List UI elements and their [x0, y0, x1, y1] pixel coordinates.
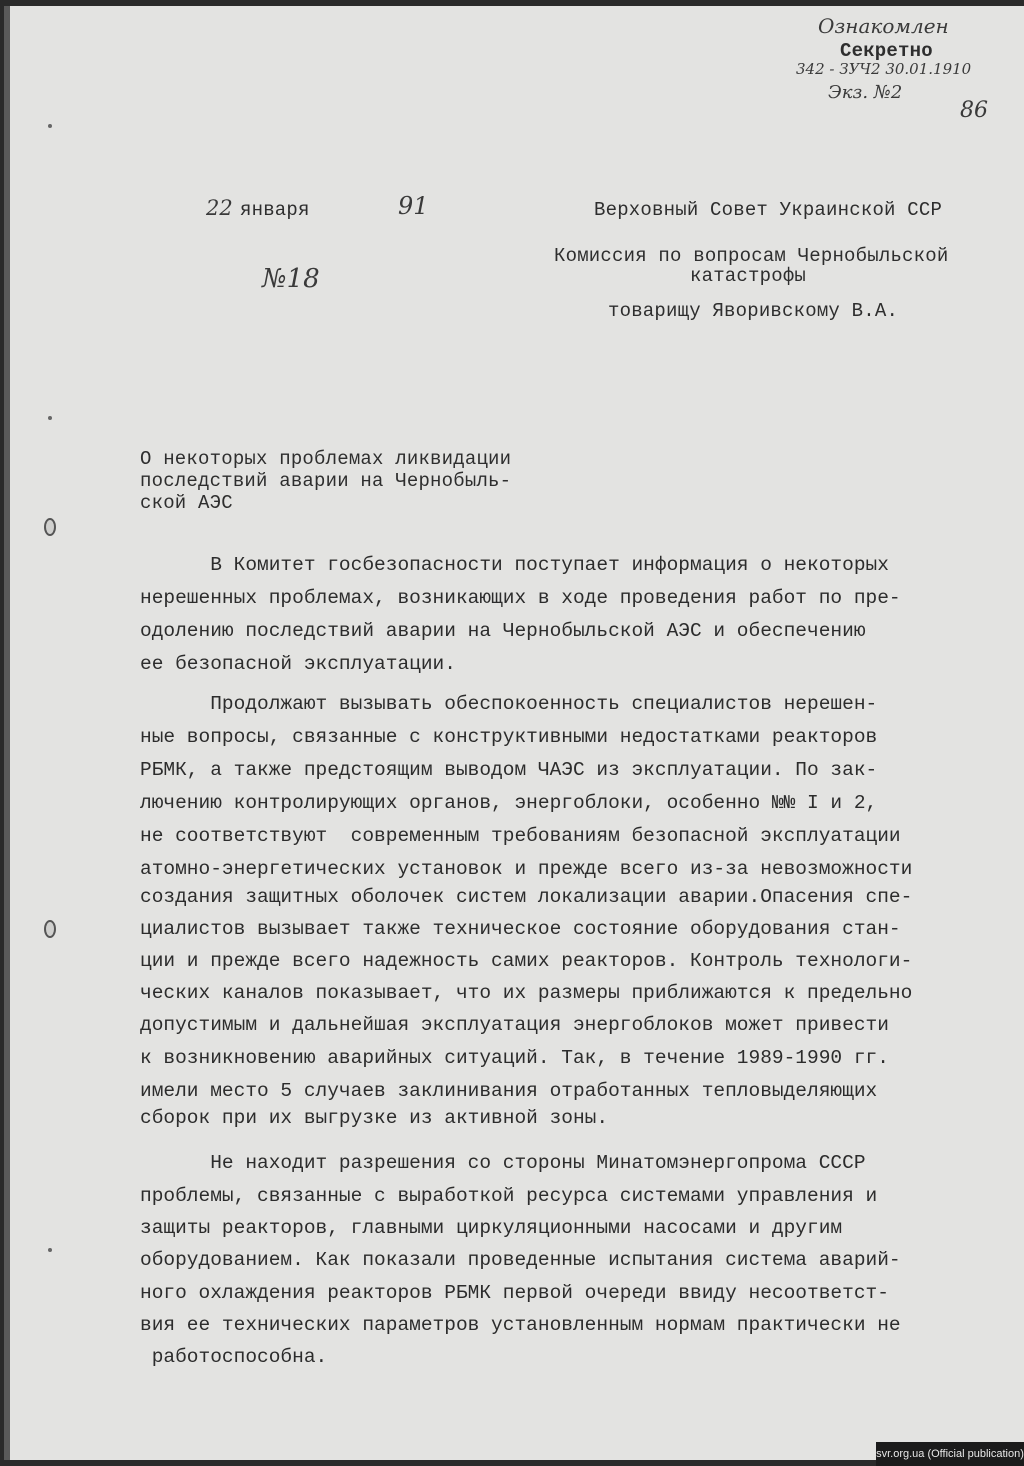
body-line: циалистов вызывает также техническое состояние оборудования стан- — [140, 918, 901, 940]
body-line: имели место 5 случаев заклинивания отработанных тепловыделяющих — [140, 1080, 878, 1102]
handwritten-acknowledgement: Ознакомлен — [818, 14, 949, 38]
body-line: проблемы, связанные с выработкой ресурса системами управления и — [140, 1185, 878, 1207]
margin-dot — [48, 416, 52, 420]
body-line: В Комитет госбезопасности поступает информация о некоторых — [140, 554, 889, 576]
body-line: Не находит разрешения со стороны Минатомэнергопрома СССР — [140, 1152, 866, 1174]
body-line: лючению контролирующих органов, энергоблоки, особенно №№ I и 2, — [140, 792, 878, 814]
body-line: работоспособна. — [140, 1346, 328, 1368]
date-month: января — [240, 199, 310, 221]
margin-dot — [48, 124, 52, 128]
body-line: одолению последствий аварии на Чернобыльской АЭС и обеспечению — [140, 620, 866, 642]
body-line: к возникновению аварийных ситуаций. Так, в течение 1989-1990 гг. — [140, 1047, 889, 1069]
body-line: вия ее технических параметров установленным нормам практически не — [140, 1314, 901, 1336]
body-line: ее безопасной эксплуатации. — [140, 653, 456, 675]
body-line: Продолжают вызывать обеспокоенность специалистов нерешен- — [140, 693, 878, 715]
body-line: допустимым и дальнейшая эксплуатация энергоблоков может привести — [140, 1014, 889, 1036]
subject-line: О некоторых проблемах ликвидации — [140, 448, 512, 470]
body-line: сборок при их выгрузке из активной зоны. — [140, 1107, 609, 1129]
addressee-line-3: товарищу Яворивскому В.А. — [608, 300, 899, 322]
body-line: атомно-энергетических установок и прежде всего из-за невозможности — [140, 858, 913, 880]
body-line: защиты реакторов, главными циркуляционными насосами и другим — [140, 1217, 843, 1239]
addressee-line-2: Комиссия по вопросам Чернобыльской — [554, 245, 949, 267]
punch-hole — [44, 518, 56, 536]
subject-line: последствий аварии на Чернобыль- — [140, 470, 512, 492]
margin-dot — [48, 1248, 52, 1252]
classification-label: Секретно — [840, 40, 933, 62]
body-line: ные вопросы, связанные с конструктивными недостатками реакторов — [140, 726, 878, 748]
body-line: нерешенных проблемах, возникающих в ходе проведения работ по пре- — [140, 587, 901, 609]
source-caption: svr.org.ua (Official publication) — [876, 1442, 1024, 1466]
body-line: оборудованием. Как показали проведенные испытания система аварий- — [140, 1249, 901, 1271]
body-line: РБМК, а также предстоящим выводом ЧАЭС из эксплуатации. По зак- — [140, 759, 878, 781]
body-line: не соответствуют современным требованиям безопасной эксплуатации — [140, 825, 901, 847]
document-number: №18 — [262, 264, 320, 294]
punch-hole — [44, 920, 56, 938]
handwritten-reference: 342 - ЗУЧ2 30.01.1910 — [796, 60, 972, 78]
addressee-line-1: Верховный Совет Украинской ССР — [594, 199, 943, 221]
body-line: ции и прежде всего надежность самих реакторов. Контроль технологи- — [140, 950, 913, 972]
date-day: 22 — [206, 196, 233, 220]
body-line: ного охлаждения реакторов РБМК первой очереди ввиду несоответст- — [140, 1282, 889, 1304]
document-page — [4, 6, 1024, 1460]
body-line: ческих каналов показывает, что их размеры приближаются к предельно — [140, 982, 913, 1004]
date-year: 91 — [398, 192, 429, 220]
handwritten-mark: 86 — [960, 98, 988, 123]
addressee-line-2b: катастрофы — [690, 265, 807, 287]
handwritten-copy-number: Экз. №2 — [828, 82, 903, 103]
subject-line: ской АЭС — [140, 492, 233, 514]
body-line: создания защитных оболочек систем локализации аварии.Опасения спе- — [140, 886, 913, 908]
